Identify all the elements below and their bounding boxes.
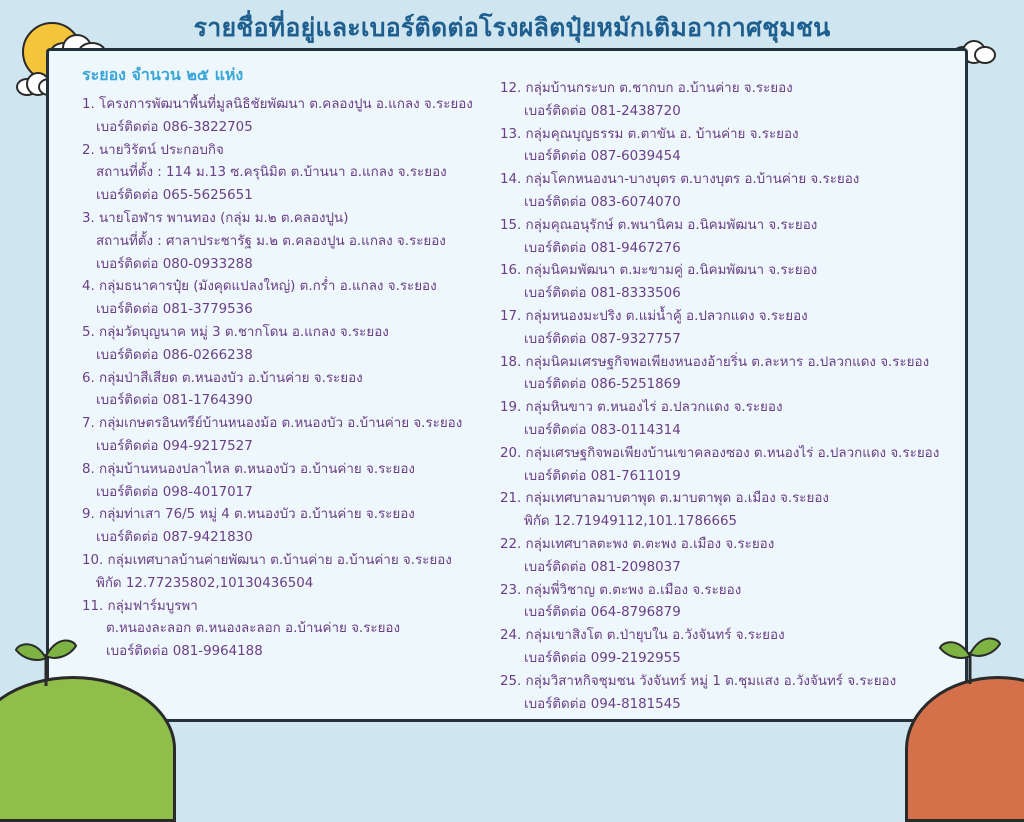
entry-detail: เบอร์ติดต่อ 094-8181545 bbox=[524, 696, 681, 712]
list-item bbox=[82, 94, 492, 140]
list-item bbox=[500, 352, 970, 398]
entry-detail: เบอร์ติดต่อ 099-2192955 bbox=[524, 650, 681, 666]
list-item bbox=[82, 140, 492, 208]
entry-name: 25. กลุ่มวิสาหกิจชุมชน วังจันทร์ หมู่ 1 ต.ชุมแสง อ.วังจันทร์ จ.ระยอง bbox=[500, 673, 897, 689]
list-item bbox=[82, 413, 492, 459]
entry-name: 2. นายวิรัตน์ ประกอบกิจ bbox=[82, 142, 224, 158]
list-item bbox=[500, 78, 970, 124]
list-item bbox=[500, 534, 970, 580]
entry-name: 11. กลุ่มฟาร์มบูรพา bbox=[82, 598, 198, 614]
entry-detail: เบอร์ติดต่อ 081-2098037 bbox=[524, 559, 681, 575]
entry-detail: เบอร์ติดต่อ 086-5251869 bbox=[524, 377, 681, 393]
entry-name: 8. กลุ่มบ้านหนองปลาไหล ต.หนองบัว อ.บ้านค่าย จ.ระยอง bbox=[82, 461, 415, 477]
sprout-icon bbox=[938, 626, 1002, 686]
entry-detail: เบอร์ติดต่อ 064-8796879 bbox=[524, 605, 681, 621]
list-item bbox=[82, 504, 492, 550]
entry-detail: เบอร์ติดต่อ 081-9467276 bbox=[524, 240, 681, 256]
entry-name: 23. กลุ่มพี่วิชาญ ต.ตะพง อ.เมือง จ.ระยอง bbox=[500, 582, 742, 598]
entry-name: 19. กลุ่มหินขาว ต.หนองไร่ อ.ปลวกแดง จ.ระยอง bbox=[500, 400, 783, 416]
right-column bbox=[500, 78, 970, 716]
entry-name: 13. กลุ่มคุณบุญธรรม ต.ตาขัน อ. บ้านค่าย จ.ระยอง bbox=[500, 126, 799, 142]
entry-detail: สถานที่ตั้ง : 114 ม.13 ซ.ครุนิมิต ต.บ้านนา อ.แกลง จ.ระยอง bbox=[96, 165, 447, 181]
entry-detail: พิกัด 12.71949112,101.1786665 bbox=[524, 514, 738, 530]
entry-name: 9. กลุ่มท่าเสา 76/5 หมู่ 4 ต.หนองบัว อ.บ้านค่าย จ.ระยอง bbox=[82, 507, 415, 523]
list-item bbox=[500, 124, 970, 170]
entry-name: 4. กลุ่มธนาคารปุ๋ย (มังคุดแปลงใหญ่) ต.กร่ำ อ.แกลง จ.ระยอง bbox=[82, 279, 437, 295]
entry-detail: เบอร์ติดต่อ 087-9327757 bbox=[524, 331, 681, 347]
entry-name: 22. กลุ่มเทศบาลตะพง ต.ตะพง อ.เมือง จ.ระยอง bbox=[500, 536, 775, 552]
entry-detail: เบอร์ติดต่อ 083-6074070 bbox=[524, 194, 681, 210]
list-item bbox=[82, 368, 492, 414]
list-item bbox=[500, 306, 970, 352]
entry-detail: เบอร์ติดต่อ 081-2438720 bbox=[524, 103, 681, 119]
entry-detail: เบอร์ติดต่อ 098-4017017 bbox=[96, 484, 253, 500]
list-item bbox=[500, 260, 970, 306]
entry-detail: เบอร์ติดต่อ 081-8333506 bbox=[524, 286, 681, 302]
list-item bbox=[500, 169, 970, 215]
entry-name: 15. กลุ่มคุณอนุรักษ์ ต.พนานิคม อ.นิคมพัฒนา จ.ระยอง bbox=[500, 217, 818, 233]
entry-detail: เบอร์ติดต่อ 086-0266238 bbox=[96, 347, 253, 363]
entry-detail: เบอร์ติดต่อ 080-0933288 bbox=[96, 256, 253, 272]
list-item bbox=[500, 580, 970, 626]
entry-detail: พิกัด 12.77235802,10130436504 bbox=[96, 575, 314, 591]
entry-detail: เบอร์ติดต่อ 083-0114314 bbox=[524, 422, 681, 438]
entry-detail: เบอร์ติดต่อ 081-3779536 bbox=[96, 302, 253, 318]
entry-detail: เบอร์ติดต่อ 086-3822705 bbox=[96, 119, 253, 135]
entry-name: 3. นายโอฬาร พานทอง (กลุ่ม ม.๒ ต.คลองปูน) bbox=[82, 210, 349, 226]
entry-detail: เบอร์ติดต่อ 081-7611019 bbox=[524, 468, 681, 484]
entry-detail: เบอร์ติดต่อ 087-9421830 bbox=[96, 530, 253, 546]
entry-name: 7. กลุ่มเกษตรอินทรีย์บ้านหนองม้อ ต.หนองบัว อ.บ้านค่าย จ.ระยอง bbox=[82, 416, 463, 432]
sprout-icon bbox=[14, 628, 78, 688]
entry-name: 16. กลุ่มนิคมพัฒนา ต.มะขามคู่ อ.นิคมพัฒนา จ.ระยอง bbox=[500, 263, 818, 279]
entry-name: 6. กลุ่มป่าสีเสียด ต.หนองบัว อ.บ้านค่าย จ.ระยอง bbox=[82, 370, 363, 386]
entry-name: 24. กลุ่มเขาสิงโต ต.ป่ายุบใน อ.วังจันทร์ จ.ระยอง bbox=[500, 628, 785, 644]
list-item bbox=[82, 596, 492, 664]
list-item bbox=[500, 671, 970, 717]
entry-name: 5. กลุ่มวัดบุญนาค หมู่ 3 ต.ชากโดน อ.แกลง จ.ระยอง bbox=[82, 324, 389, 340]
entry-name: 18. กลุ่มนิคมเศรษฐกิจพอเพียงหนองอ้ายริ่น ต.ละหาร อ.ปลวกแดง จ.ระยอง bbox=[500, 354, 930, 370]
list-item bbox=[82, 459, 492, 505]
list-item bbox=[82, 208, 492, 276]
entry-name: 1. โครงการพัฒนาพื้นที่มูลนิธิชัยพัฒนา ต.คลองปูน อ.แกลง จ.ระยอง bbox=[82, 97, 473, 112]
entry-list-left bbox=[82, 94, 492, 664]
entry-name: 17. กลุ่มหนองมะปริง ต.แม่น้ำคู้ อ.ปลวกแดง จ.ระยอง bbox=[500, 308, 808, 324]
entry-name: 14. กลุ่มโคกหนองนา-บางบุตร ต.บางบุตร อ.บ้านค่าย จ.ระยอง bbox=[500, 172, 860, 188]
left-column bbox=[82, 64, 492, 664]
entry-detail: เบอร์ติดต่อ 094-9217527 bbox=[96, 438, 253, 454]
list-item bbox=[500, 488, 970, 534]
list-item bbox=[82, 276, 492, 322]
entry-name: 12. กลุ่มบ้านกระบก ต.ชากบก อ.บ้านค่าย จ.ระยอง bbox=[500, 81, 793, 96]
entry-detail: เบอร์ติดต่อ 081-9964188 bbox=[106, 644, 263, 660]
list-item bbox=[500, 443, 970, 489]
region-heading: ระยอง จำนวน ๒๕ แห่ง bbox=[82, 65, 244, 84]
list-item bbox=[82, 322, 492, 368]
entry-name: 21. กลุ่มเทศบาลมาบตาพุด ต.มาบตาพุด อ.เมือง จ.ระยอง bbox=[500, 491, 829, 507]
list-item bbox=[82, 550, 492, 596]
entry-detail: เบอร์ติดต่อ 081-1764390 bbox=[96, 393, 253, 409]
list-item bbox=[500, 215, 970, 261]
entry-detail: เบอร์ติดต่อ 087-6039454 bbox=[524, 149, 681, 165]
entry-name: 20. กลุ่มเศรษฐกิจพอเพียงบ้านเขาคลองซอง ต.หนองไร่ อ.ปลวกแดง จ.ระยอง bbox=[500, 445, 940, 461]
entry-detail: สถานที่ตั้ง : ศาลาประชารัฐ ม.๒ ต.คลองปูน อ.แกลง จ.ระยอง bbox=[96, 233, 446, 249]
list-item bbox=[500, 625, 970, 671]
entry-detail: ต.หนองละลอก ต.หนองละลอก อ.บ้านค่าย จ.ระยอง bbox=[106, 621, 401, 637]
entry-detail: เบอร์ติดต่อ 065-5625651 bbox=[96, 188, 253, 204]
entry-list-right bbox=[500, 78, 970, 716]
list-item bbox=[500, 397, 970, 443]
entry-name: 10. กลุ่มเทศบาลบ้านค่ายพัฒนา ต.บ้านค่าย อ.บ้านค่าย จ.ระยอง bbox=[82, 552, 452, 568]
page-title: รายชื่อที่อยู่และเบอร์ติดต่อโรงผลิตปุ๋ยหมักเติมอากาศชุมชน bbox=[193, 13, 831, 42]
